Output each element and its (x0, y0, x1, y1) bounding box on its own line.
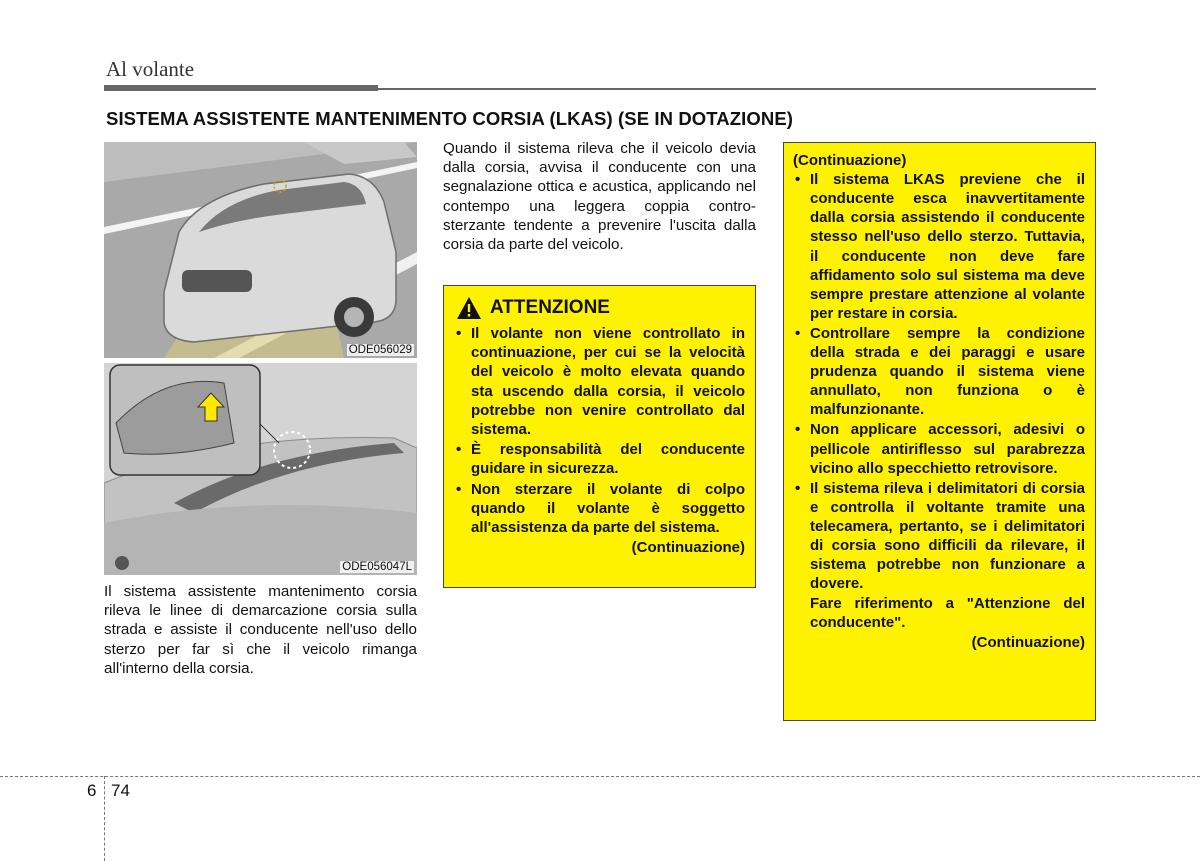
figure-code: ODE056029 (348, 344, 412, 356)
footer-vertical-divider (104, 776, 105, 861)
list-item: • Non sterzare il volante di colpo quando il volante è soggetto all'assistenza da parte del sistema. (454, 480, 745, 538)
list-item: • Il sistema LKAS previene che il conducente esca inavvertitamente dalla corsia assistendo il conducente stesso nell'uso dello sterzo. Tuttavia, il conducente non deve fare affidamento solo sul sistema ma deve sempre prestare attenzione al volante per restare in corsia. (793, 170, 1085, 323)
figure-car-lane (104, 142, 417, 358)
continued-list (793, 170, 1085, 593)
list-item: • Il sistema rileva i delimitatori di corsia e controlla il voltante tramite una telecamera, pertanto, se i delimitatori di corsia sono difficili da rilevare, il sistema potrebbe non funzionare a dovere. (793, 479, 1085, 594)
figure-windshield (104, 363, 417, 575)
section-title: SISTEMA ASSISTENTE MANTENIMENTO CORSIA (LKAS) (SE IN DOTAZIONE) (106, 108, 794, 129)
intro-paragraph: Il sistema assistente mantenimento corsia rileva le linee di demarcazione corsia sulla strada e assiste il conducente nell'uso dello sterzo per far sì che il veicolo rimanga all'interno della corsia. (104, 583, 417, 677)
warning-triangle-icon (456, 296, 482, 320)
continuation-label: (Continuazione) (631, 539, 745, 557)
warning-header (454, 296, 745, 320)
warning-behavior-paragraph: Quando il sistema rileva che il veicolo devia dalla corsia, avvisa il conducente con una segnalazione ottica e acustica, applicando nel contempo una leggera coppia contro-sterzante tendente a prevenire l'uscita dalla corsia da parte del veicolo. (443, 140, 756, 254)
footer-divider (0, 776, 1200, 777)
list-item: • Controllare sempre la condizione della strada e dei paraggi e usare prudenza quando il sistema viene annullato, non funziona o è malfunzionante. (793, 324, 1085, 419)
car-on-road-camera-illustration (104, 142, 417, 358)
reference-note: Fare riferimento a "Attenzione del conducente". (810, 595, 1085, 632)
figure-code: ODE056047L (342, 561, 412, 573)
warning-list (454, 324, 745, 537)
list-item: • Non applicare accessori, adesivi o pellicole antiriflesso sul parabrezza vicino allo specchietto retrovisore. (793, 420, 1085, 477)
continued-warning-box (783, 142, 1096, 721)
chapter-number: 6 (87, 781, 97, 800)
header-rule-thick (104, 85, 378, 91)
windshield-camera-illustration (104, 363, 417, 575)
chapter-title: Al volante (106, 57, 195, 81)
continuation-label: (Continuazione) (971, 634, 1085, 652)
list-item: • È responsabilità del conducente guidare in sicurezza. (454, 440, 745, 478)
warning-title: ATTENZIONE (490, 297, 610, 318)
list-item: • Il volante non viene controllato in continuazione, per cui se la velocità del veicolo è molto elevata quando sta uscendo dalla corsia, il veicolo potrebbe non venire controllato dal sistema. (454, 324, 745, 439)
warning-box (443, 285, 756, 588)
header-rule-thin (378, 88, 1096, 90)
continued-heading: (Continuazione) (793, 152, 907, 169)
page-number: 74 (111, 781, 130, 800)
